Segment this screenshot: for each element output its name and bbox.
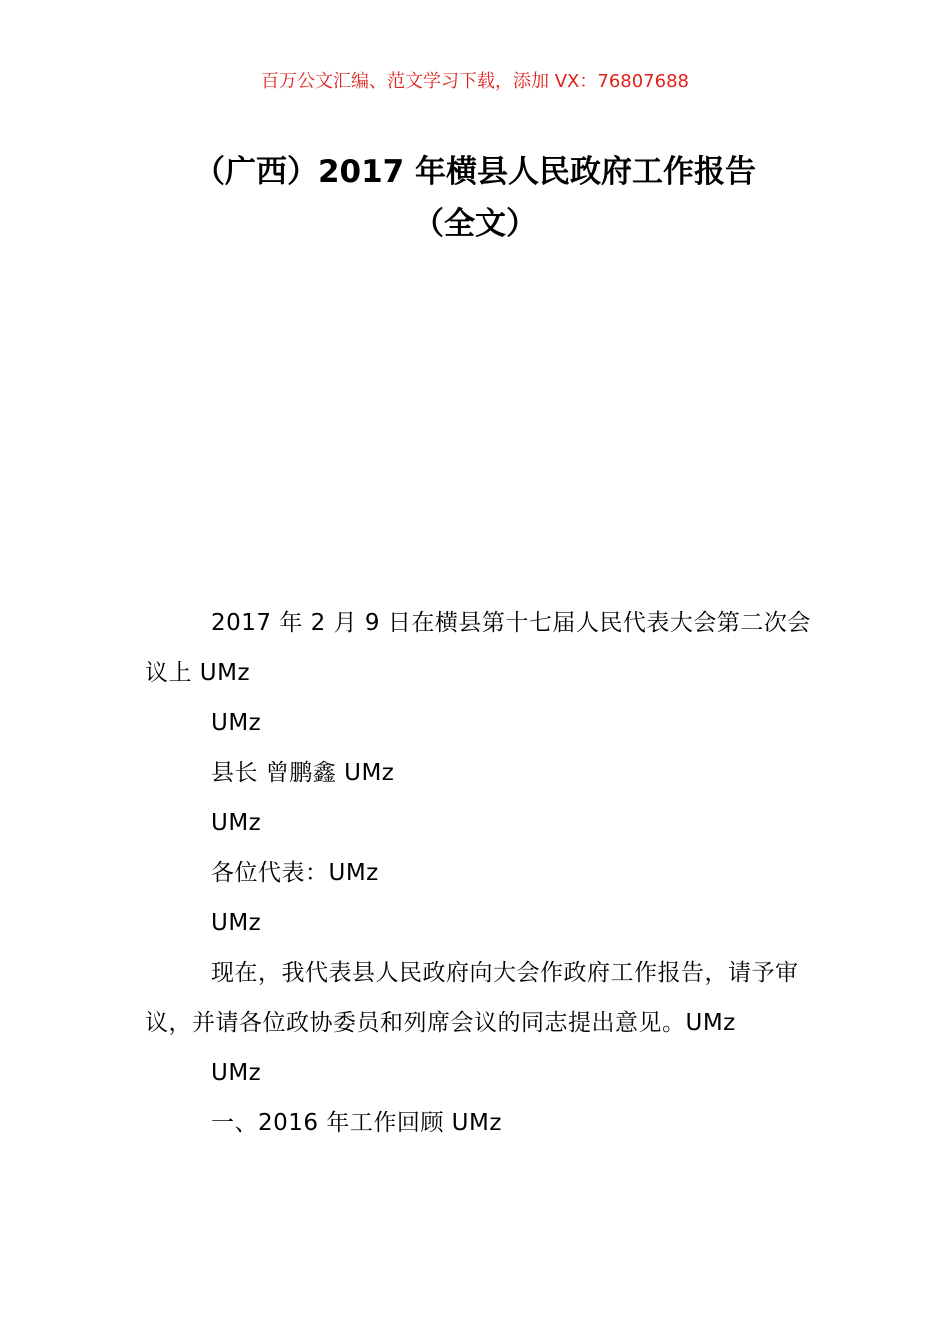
paragraph-meeting-date: 2017 年 2 月 9 日在横县第十七届人民代表大会第二次会议上 UMz (145, 610, 811, 686)
paragraph-spacer: UMz (211, 910, 262, 936)
paragraph-spacer: UMz (211, 810, 262, 836)
header-note: 百万公文汇编、范文学习下载，添加 VX：76807688 (261, 71, 689, 92)
section-heading: 一、2016 年工作回顾 UMz (211, 1110, 502, 1136)
document-body (145, 598, 825, 1148)
paragraph-salutation: 各位代表：UMz (211, 860, 379, 886)
document-title-line-2: （全文） (413, 206, 537, 242)
paragraph-intro: 现在，我代表县人民政府向大会作政府工作报告，请予审议，并请各位政协委员和列席会议的同志提出意见。UMz (145, 960, 799, 1036)
paragraph-spacer: UMz (211, 710, 262, 736)
paragraph-speaker: 县长 曾鹏鑫 UMz (211, 760, 395, 786)
document-title-line-1: （广西）2017 年横县人民政府工作报告 (193, 154, 757, 190)
paragraph-spacer: UMz (211, 1060, 262, 1086)
document-title (0, 146, 950, 250)
